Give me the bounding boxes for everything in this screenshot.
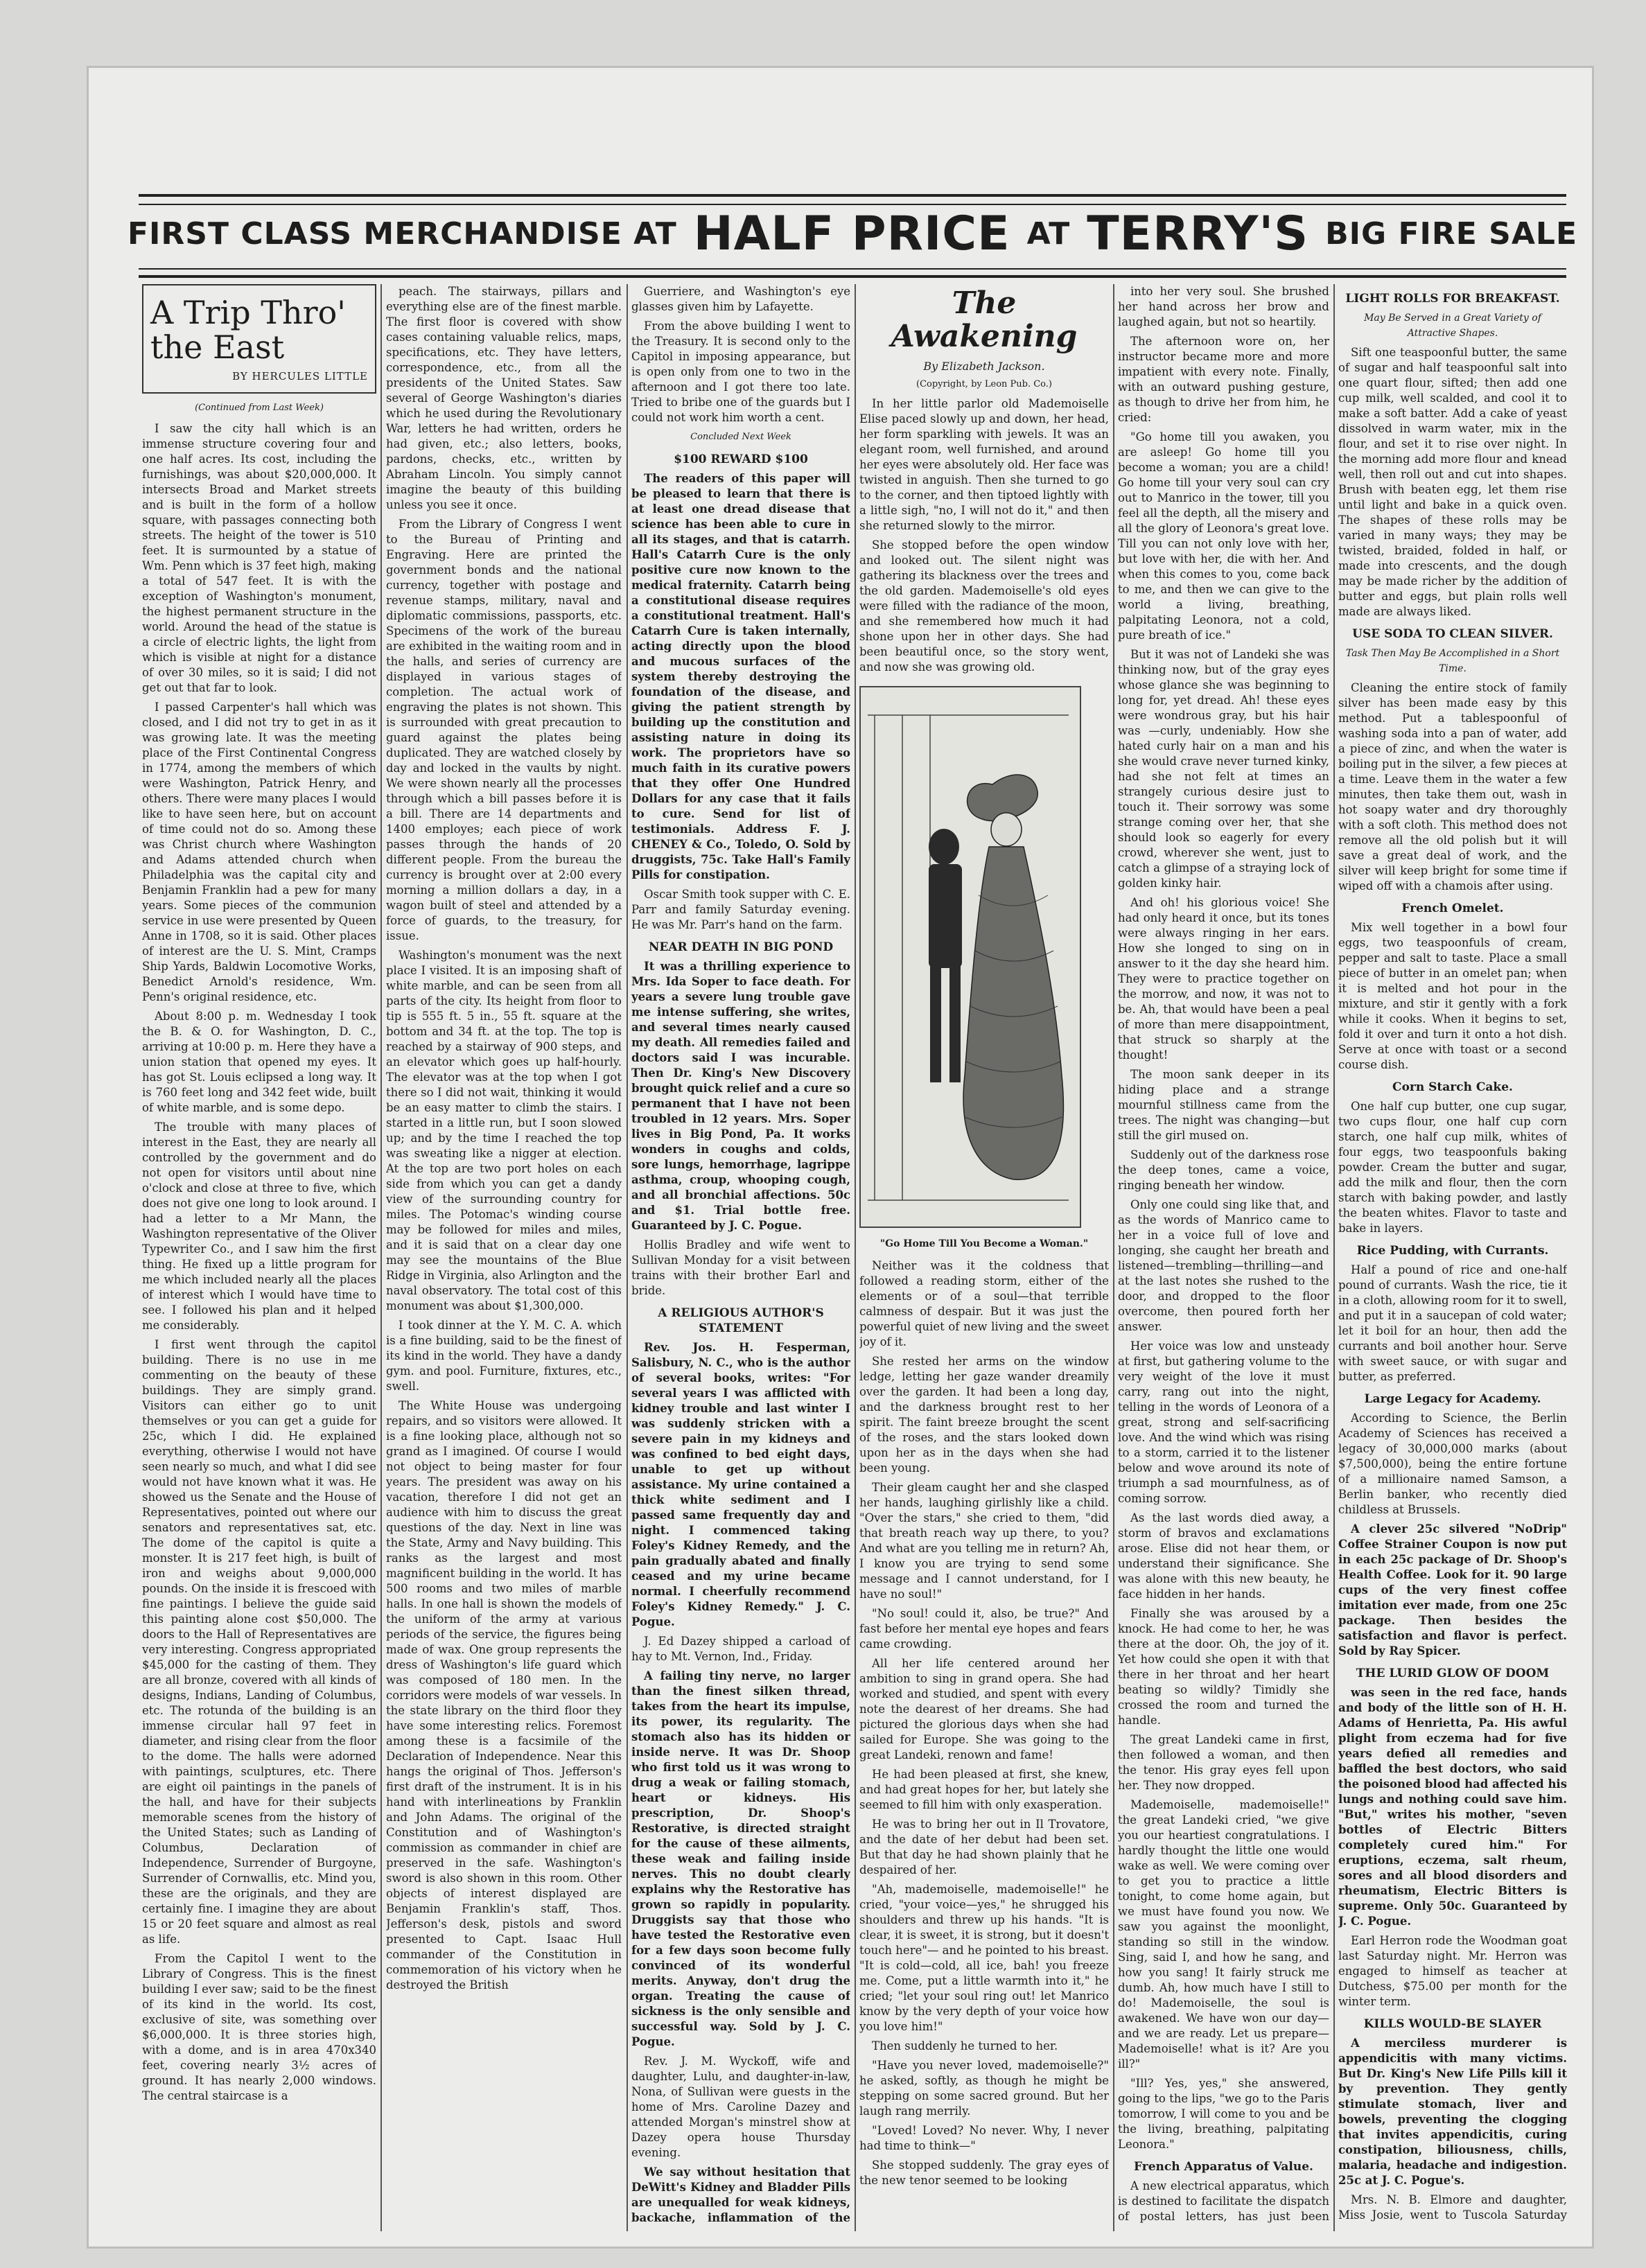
lurid-heading: THE LURID GLOW OF DOOM (1356, 1667, 1550, 1680)
trip-paragraph: I first went through the capitol building. There is no use in me commenting on the beauty of these buildings. They are simply grand. Visitors can either go to unit themselves or you can get a guide for 25c, which I did. He explained everything, otherwise I would not have seen nearly so much, and what I did see would not have known what it was. He showed us the Senate and the House of Representatives, pointed out where our senators and representatives sat, etc. The dome of the capitol is quite a monster. It is 217 feet high, is built of iron and weighs about 9,000,000 pounds. On the inside it is frescoed with fine paintings. I believe the guide said this painting alone cost $50,000. The doors to the Hall of Representatives are very interesting. Congress appropriated $45,000 for the casting of them. They are all bronze, covered with all kinds of designs, Indians, Landing of Columbus, etc. The rotunda of the building is an immense circular hall 97 feet in diameter, and rising clear from the floor to the dome. The halls were adorned with paintings, sculptures, etc. There are eight oil paintings in the panels of the hall, and have for their subjects memorable scenes from the history of the United States; such as Landing of Columbus, Declaration of Independence, Surrender of Burgoyne, Surrender of Cornwallis, etc. Mind you, these are the originals, and they are certainly fine. I imagine they are about 15 or 20 feet square and almost as real as life. (142, 1338, 376, 1946)
trip-paragraph: Guerriere, and Washington's eye glasses given him by Lafayette. (631, 285, 850, 313)
story-paragraph: Then suddenly he turned to her. (872, 2039, 1058, 2052)
trip-title: A Trip Thro' the East (150, 294, 346, 366)
story-paragraph: "Ill? Yes, yes," she answered, going to the lips, "we go to the Paris tomorrow, I will come to you and be the living, breathing, palpitating Leonora." (1118, 2077, 1329, 2151)
silver-subheading: Task Then May Be Accomplished in a Short Time. (1345, 648, 1560, 674)
near-death-heading: NEAR DEATH IN BIG POND (648, 940, 834, 954)
banner-rule-bottom (139, 268, 1566, 278)
story-illustration (859, 686, 1081, 1228)
column-2 (386, 284, 622, 2228)
story-paragraph: Neither was it the coldness that followed a reading storm, either of the elements or of a soul—that terrible calmness of despair. But it was just the powerful quiet of new living and the sweet joy of it. (859, 1259, 1109, 1348)
local-note: Mrs. N. B. Elmore and daughter, Miss Josie, went to Tuscola Saturday (1338, 2193, 1567, 2222)
story-paragraph: Only one could sing like that, and as the words of Manrico came to her in a voice full of love and longing, she caught her breath and listened—trembling—thrilling—and at the last notes she rushed to the door, and dropped to the floor overcome, then poured forth her answer. (1118, 1198, 1329, 1333)
banner-half-price: HALF PRICE (693, 206, 1010, 261)
trip-concluded: Concluded Next Week (690, 432, 791, 442)
story-paragraph: He was to bring her out in Il Trovatore, and the date of her debut had been set. But that day he had shown plainly that he despaired of her. (859, 1818, 1109, 1876)
banner-first-class: FIRST CLASS MERCHANDISE AT (127, 216, 677, 252)
story-paragraph: In her little parlor old Mademoiselle Elise paced slowly up and down, her head, her form sparkling with jewels. It was an elegant room, well furnished, and around her eyes were absolutely old. Her face was twisted in anguish. Then she turned to go to the corner, and then tiptoed lightly with a little sigh, "no, I will not do it," and then she returned slowly to the mirror. (859, 397, 1109, 532)
awakening-copyright: (Copyright, by Leon Pub. Co.) (916, 379, 1052, 389)
column-3 (631, 284, 850, 2228)
trip-paragraph: From the Capitol I went to the Library of Congress. This is the finest building I ever saw; said to be the finest of its kind in the world. Its cost, exclusive of site, was something over $6,000,000. It is three stories high, with a dome, and is in area 470x340 feet, covering nearly 3½ acres of ground. It has nearly 2,000 windows. The central staircase is a (142, 1952, 376, 2102)
awakening-byline: By Elizabeth Jackson. (923, 360, 1045, 373)
failing-nerve-text: A failing tiny nerve, no larger than the finest silken thread, takes from the heart its impulse, its power, its regularity. The stomach also has its hidden or inside nerve. It was Dr. Shoop who first told us it was wrong to drug a weak or failing stomach, heart or kidneys. His prescription, Dr. Shoop's Restorative, is directed straight for the cause of these ailments, these weak and failing inside nerves. This no doubt clearly explains why the Restorative has grown so rapidly in popularity. Druggists say that those who have tested the Restorative even for a few days soon become fully convinced of its wonderful merits. Anyway, don't drug the organ. Treating the cause of sickness is the only sensible and successful way. Sold by J. C. Pogue. (631, 1669, 850, 2048)
kills-text: A merciless murderer is appendicitis with many victims. But Dr. King's New Life Pills kill it by prevention. They gently stimulate stomach, liver and bowels, preventing the clogging that invites appendicitis, curing constipation, biliousness, chills, malaria, headache and indigestion. 25c at J. C. Pogue's. (1338, 2037, 1567, 2187)
trip-paragraph: I saw the city hall which is an immense structure covering four and one half acres. Its cost, including the furnishings, was about $20,000,000. It intersects Broad and Market streets and is built in the form of a hollow square, with passages connecting both streets. The height of the tower is 510 feet. It is surmounted by a statue of Wm. Penn which is 37 feet high, making a total of 547 feet. It is with the exception of Washington's monument, the highest permanent structure in the world. Around the head of the statue is a circle of electric lights, the light from which is visible at night for a distance of over 30 miles, so it is said; I did not get out that far to look. (142, 422, 376, 694)
silver-text: Cleaning the entire stock of family silver has been made easy by this method. Put a tablespoonful of washing soda into a pan of water, add a piece of zinc, and when the water is boiling put in the silver, a few pieces at a time. Leave them in the water a few minutes, then take them out, wash in hot soapy water and dry thoroughly with a soft cloth. This method does not remove all the old polish but it will save a great deal of work, and the silver will keep bright for some time if wiped off with a chamois after using. (1338, 681, 1567, 893)
column-6 (1338, 284, 1567, 2228)
story-paragraph: The moon sank deeper in its hiding place and a strange mournful stillness came from the trees. The night was changing—but still the girl mused on. (1118, 1068, 1329, 1142)
trip-continued: (Continued from Last Week) (195, 403, 324, 413)
omelet-heading: French Omelet. (1401, 902, 1504, 915)
story-paragraph: She stopped suddenly. The gray eyes of the new tenor seemed to be looking (859, 2159, 1109, 2187)
trip-paragraph: From the Library of Congress I went to the Bureau of Printing and Engraving. Here are printed the government bonds and the national currency, together with postage and revenue stamps, military, naval and diplomatic commissions, passports, etc. Specimens of the work of the bureau are exhibited in the waiting room and in the halls, and series of currency are displayed in various stages of completion. The actual work of engraving the plates is not shown. This is surrounded with great precaution to guard against the plates being duplicated. They are watched closely by day and locked in the vaults by night. We were shown nearly all the processes through which a bill passes before it is a bill. There are 14 departments and 1400 employes; each piece of work passes through the hands of 20 different people. From the bureau the currency is brought over at 2:00 every morning a million dollars a day, in a wagon built of steel and attended by a force of guards, to the treasury, for issue. (386, 518, 622, 942)
story-paragraph: As the last words died away, a storm of bravos and exclamations arose. Elise did not hear them, or understand their significance. She was alone with this new beauty, he face hidden in her hands. (1118, 1511, 1329, 1601)
rice-text: Half a pound of rice and one-half pound of currants. Wash the rice, tie it in a cloth, allowing room for it to swell, and put it in a saucepan of cold water; let it boil for an hour, then add the currants and boil another hour. Serve with sweet sauce, or with sugar and butter, as preferred. (1338, 1263, 1567, 1383)
story-paragraph: And oh! his glorious voice! She had only heard it once, but its tones were always ringing in her ears. How she longed to sing on in answer to it the day she heard him. They were to practice together on the morrow, and now, it was not to be. Ah, that would have been a peal of more than mere disappointment, that struck so sharply at the thought! (1118, 896, 1329, 1062)
corn-heading: Corn Starch Cake. (1392, 1080, 1513, 1094)
story-paragraph: "No soul! could it, also, be true?" And fast before her mental eye hopes and fears came crowding. (859, 1607, 1109, 1651)
story-paragraph: into her very soul. She brushed her hand across her brow and laughed again, but not so heartily. (1118, 285, 1329, 328)
silver-heading: USE SODA TO CLEAN SILVER. (1352, 627, 1553, 641)
story-paragraph: "Have you never loved, mademoiselle?" he asked, softly, as though he might be stepping on some sacred ground. But her laugh rang merrily. (859, 2059, 1109, 2118)
column-rule (380, 284, 382, 2231)
trip-paragraph: About 8:00 p. m. Wednesday I took the B. & O. for Washington, D. C., arriving at 10:00 p. m. Here they have a union station that opened my eyes. It has got St. Louis eclipsed a long way. It is 760 feet long and 342 feet wide, built of white marble, and is some depo. (142, 1010, 376, 1114)
corn-text: One half cup butter, one cup sugar, two cups flour, one half cup corn starch, one half cup milk, whites of four eggs, two teaspoonfuls baking powder. Cream the butter and sugar, add the milk and flour, then the corn starch with baking powder, and lastly the beaten whites. Flavor to taste and bake in layers. (1338, 1100, 1567, 1235)
banner-terrys: TERRY'S (1087, 206, 1309, 261)
story-paragraph: The afternoon wore on, her instructor became more and more impatient with every note. Finally, with an outward pushing gesture, as though to drive her from him, he cried: (1118, 335, 1329, 424)
trip-paragraph: From the above building I went to the Treasury. It is second only to the Capitol in imposing appearance, but is open only from one to two in the afternoon and I got there too late. Tried to bribe one of the guards but I could not work him worth a cent. (631, 319, 850, 424)
nodrip-text: A clever 25c silvered "NoDrip" Coffee Strainer Coupon is now put in each 25c package of Dr. Shoop's Health Coffee. Look for it. 90 large cups of the very finest coffee imitation ever made, from one 25c package. Then besides the satisfaction and flavor is perfect. Sold by Ray Spicer. (1338, 1522, 1567, 1658)
banner-at: AT (1026, 216, 1071, 252)
trip-paragraph: The White House was undergoing repairs, and so visitors were allowed. It is a fine looking place, although not so grand as I imagined. Of course I would not object to being master for four years. The president was away on his vacation, therefore I did not get an audience with him to discuss the great questions of the day. Next in line was the State, Army and Navy building. This ranks as the largest and most magnificent building in the world. It has 500 rooms and two miles of marble halls. In one hall is shown the models of the uniform of the army at various periods of the service, the figures being made of wax. One group represents the dress of Washington's life guard which was composed of 180 men. In the corridors were models of war vessels. In the state library on the third floor they have some interesting relics. Foremost among these is a facsimile of the Declaration of Independence. Near this hangs the original of Thos. Jefferson's first draft of the instrument. It is in his hand with interlineations by Franklin and John Adams. The original of the Constitution and of Washington's commission as commander in chief are preserved in the safe. Washington's sword is also shown in this room. Other objects of interest displayed are Benjamin Franklin's staff, Thos. Jefferson's desk, pistols and sword presented to Capt. Isaac Hull commander of the Constitution in commemoration of his victory when he destroyed the British (386, 1399, 622, 1992)
story-paragraph: "Go home till you awaken, you are asleep! Go home till you become a woman; you are a child! Go home till your very soul can cry out to Manrico in the tower, till you feel all the depth, all the misery and all the glory of Leonora's great love. Till you can not only love with her, but love with her, die with her. And when this comes to you, come back to me, and then we can give to the world a living, breathing, palpitating Leonora, not a cold, pure breath of ice." (1118, 430, 1329, 642)
column-5 (1118, 284, 1329, 2228)
rolls-text: Sift one teaspoonful butter, the same of sugar and half teaspoonful salt into one quart flour, sifted; then add one cup milk, well scalded, and cool it to make a soft batter. Add a cake of yeast dissolved in warm water, mix in the flour, and set it to rise over night. In the morning add more flour and knead well, then roll out and cut into shapes. Brush with beaten egg, let them rise until light and bake in a quick oven. The shapes of these rolls may be varied in many ways; they may be twisted, braided, folded in half, or made into crescents, and the dough may be made richer by the addition of butter and eggs, but plain rolls well made are always liked. (1338, 346, 1567, 618)
local-note: Oscar Smith took supper with C. E. Parr and family Saturday evening. He was Mr. Parr's hand on the farm. (631, 888, 850, 931)
illustration-caption: "Go Home Till You Become a Woman." (879, 1238, 1089, 1249)
legacy-text: According to Science, the Berlin Academy of Sciences has received a legacy of 30,000,000 marks (about $7,500,000), being the entire fortune of a millionaire named Samson, a Berlin banker, who recently died childless at Brussels. (1338, 1412, 1567, 1516)
awakening-title-the: The (952, 285, 1017, 321)
religious-text: Rev. Jos. H. Fesperman, Salisbury, N. C., who is the author of several books, writes: "For several years I was afflicted with kidney trouble and last winter I was suddenly stricken with a severe pain in my kidneys and was confined to bed eight days, unable to get up without assistance. My urine contained a thick white sediment and I passed same frequently day and night. I commenced taking Foley's Kidney Remedy, and the pain gradually abated and finally ceased and my urine became normal. I cheerfully recommend Foley's Kidney Remedy." J. C. Pogue. (631, 1341, 850, 1628)
rolls-subheading: May Be Served in a Great Variety of Attractive Shapes. (1364, 313, 1541, 339)
column-1 (142, 284, 376, 2228)
trip-byline: BY HERCULES LITTLE (232, 370, 368, 383)
story-paragraph: Their gleam caught her and she clasped her hands, laughing girlishly like a child. "Over the stars," she cried to them, "did that breath reach way up there, to you? And what are you telling me in return? Ah, I know you are trying to send some message and I cannot understand, for I have no soul!" (859, 1481, 1109, 1601)
apparatus-text: A new electrical apparatus, which is destined to facilitate the dispatch of postal letters, has just been (1118, 2179, 1329, 2223)
story-paragraph: "Ah, mademoiselle, mademoiselle!" he cried, "your voice—yes," he shrugged his shoulders and threw up his hands. "It is clear, it is sweet, it is strong, but it doesn't touch here"— and he pointed to his breast. "It is cold—cold, all ice, bah! you freeze me. Come, put a little warmth into it," he cried; "let your soul ring out! let Manrico know by the very depth of your voice how you love him!" (859, 1883, 1109, 2033)
trip-paragraph: I passed Carpenter's hall which was closed, and I did not try to get in as it was growing late. It was the meeting place of the First Continental Congress in 1774, among the members of which were Washington, Patrick Henry, and others. There were many places I would like to have seen here, but on account of time could not do so. Among these was Christ church where Washington and Adams attended church when Philadelphia was the capital city and Benjamin Franklin had a pew for many years. Some pieces of the communion service in use were presented by Queen Anne in 1708, so it is said. Other places of interest are the U. S. Mint, Cramps Ship Yards, Baldwin Locomotive Works, Benedict Arnold's residence, Wm. Penn's original residence, etc. (142, 701, 376, 1003)
story-paragraph: She stopped before the open window and looked out. The silent night was gathering its blackness over the trees and the old garden. Mademoiselle's old eyes were filled with the radiance of the moon, and she remembered how much it had shone upon her in other days. She had been beautiful once, so the story went, and now she was growing old. (859, 538, 1109, 674)
near-death-text: It was a thrilling experience to Mrs. Ida Soper to face death. For years a severe lung trouble gave me intense suffering, she writes, and several times nearly caused my death. All remedies failed and doctors said I was incurable. Then Dr. King's New Discovery brought quick relief and a cure so permanent that I have not been troubled in 12 years. Mrs. Soper lives in Big Pond, Pa. It works wonders in coughs and colds, sore lungs, hemorrhage, lagrippe asthma, croup, whooping cough, and all bronchial affections. 50c and $1. Trial bottle free. Guaranteed by J. C. Pogue. (631, 960, 850, 1232)
lurid-text: was seen in the red face, hands and body of the little son of H. H. Adams of Henrietta, Pa. His awful plight from eczema had for five years defied all remedies and baffled the best doctors, who said the poisoned blood had affected his lungs and nothing could save him. "But," writes his mother, "seven bottles of Electric Bitters completely cured him." For eruptions, eczema, salt rheum, sores and all blood disorders and rheumatism, Electric Bitters is supreme. Only 50c. Guaranteed by J. C. Pogue. (1338, 1686, 1567, 1928)
story-paragraph: Finally she was aroused by a knock. He had come to her, he was there at the door. Oh, the joy of it. Yet how could she open it with that there in her throat and her heart beating so wildly? Timidly she crossed the room and turned the handle. (1118, 1607, 1329, 1727)
trip-paragraph: peach. The stairways, pillars and everything else are of the finest marble. The first floor is covered with show cases containing valuable relics, maps, specifications, etc. They have letters, correspondence, etc., from all the presidents of the United States. Saw several of George Washington's diaries which he used during the Revolutionary War, letters he had written, orders he had given, etc.; also letters, books, pardons, checks, etc., written by Abraham Lincoln. You simply cannot imagine the beauty of this building unless you see it once. (386, 285, 622, 511)
sale-banner (127, 201, 1578, 267)
column-rule (627, 284, 628, 2231)
column-rule (1333, 284, 1335, 2231)
local-note: Earl Herron rode the Woodman goat last Saturday night. Mr. Herron was engaged to himself as teacher at Dutchess, $75.00 per month for the winter term. (1338, 1934, 1567, 2008)
kidney-pills-text: We say without hesitation that DeWitt's Kidney and Bladder Pills are unequalled for weak kidneys, backache, inflammation of the (631, 2165, 850, 2224)
trip-paragraph: Washington's monument was the next place I visited. It is an imposing shaft of white marble, and can be seen from all parts of the city. Its height from floor to tip is 555 ft. 5 in., 55 ft. square at the bottom and 34 ft. at the top. The top is reached by a stairway of 900 steps, and an elevator which goes up half-hourly. The elevator was at the top when I got there so I did not wait, thinking it would be an easy matter to climb the stairs. I started in a little run, but I soon slowed up; and by the time I reached the top was sweating like a nigger at election. At the top are two port holes on each side from which you can get a dandy view of the surrounding country for miles. The Potomac's winding course may be followed for miles and miles, and it is said that on a clear day one may see the mountains of the Blue Ridge in Virginia, also Arlington and the naval observatory. The total cost of this monument was about $1,300,000. (386, 949, 622, 1312)
story-paragraph: Her voice was low and unsteady at first, but gathering volume to the very weight of the love it must carry, rang out into the night, telling in the words of Leonora of a great, strong and self-sacrificing love. And the wind which was rising to a storm, carried it to the listener below and wove around its note of triumph a sad mournfulness, as of coming sorrow. (1118, 1339, 1329, 1505)
rolls-heading: LIGHT ROLLS FOR BREAKFAST. (1345, 292, 1560, 306)
column-4 (859, 284, 1109, 2228)
trip-headline-box (142, 284, 376, 394)
story-paragraph: The great Landeki came in first, then followed a woman, and then the tenor. His gray eyes fell upon her. They now dropped. (1118, 1733, 1329, 1792)
story-paragraph: "Loved! Loved? No never. Why, I never had time to think—" (859, 2124, 1109, 2152)
local-note: J. Ed Dazey shipped a carload of hay to Mt. Vernon, Ind., Friday. (631, 1635, 850, 1663)
awakening-title-main: Awakening (891, 319, 1078, 354)
trip-paragraph: The trouble with many places of interest in the East, they are nearly all controlled by the government and do not open for visitors until about nine o'clock and close at three to five, which does not give one long to look around. I had a letter to a Mr Mann, the Washington representative of the Oliver Typewriter Co., and I saw him the first thing. He fixed up a little program for me which included nearly all the places of interest which I would have time to see. I followed his plan and it helped me considerably. (142, 1120, 376, 1332)
trip-paragraph: I took dinner at the Y. M. C. A. which is a fine building, said to be the finest of its kind in the world. They have a dandy gym. and pool. Furniture, fixtures, etc., swell. (386, 1319, 622, 1393)
column-rule (855, 284, 856, 2231)
story-paragraph: All her life centered around her ambition to sing in grand opera. She had worked and studied, and spent with every note the dearest of her dreams. She had pictured the glorious days when she had sailed for Europe. She was going to the great Landeki, renown and fame! (859, 1657, 1109, 1761)
story-paragraph: She rested her arms on the window ledge, letting her gaze wander dreamily over the garden. It had been a long day, and the darkness brought rest to her spirit. The faint breeze brought the scent of the roses, and the stars looked down upon her as in the days when she had been young. (859, 1355, 1109, 1475)
reward-text: The readers of this paper will be pleased to learn that there is at least one dread disease that science has been able to cure in all its stages, and that is catarrh. Hall's Catarrh Cure is the only positive cure now known to the medical fraternity. Catarrh being a constitutional disease requires a constitutional treatment. Hall's Catarrh Cure is taken internally, acting directly upon the blood and mucous surfaces of the system thereby destroying the foundation of the disease, and giving the patient strength by building up the constitution and assisting nature in doing its work. The proprietors have so much faith in its curative powers that they offer One Hundred Dollars for any case that it fails to cure. Send for list of testimonials. Address F. J. CHENEY & Co., Toledo, O. Sold by druggists, 75c. Take Hall's Family Pills for constipation. (631, 472, 850, 881)
story-paragraph: He had been pleased at first, she knew, and had great hopes for her, but lately she seemed to fill him with only exasperation. (859, 1768, 1109, 1811)
apparatus-heading: French Apparatus of Value. (1134, 2160, 1313, 2174)
story-paragraph: But it was not of Landeki she was thinking now, but of the gray eyes whose glance she was beginning to long for, yet dread. Ah! these eyes were wondrous gray, but his hair was —curly, undeniably. How she hated curly hair on a man and his she would crave never turned kinky, had she not felt at times an strangely curious desire just to touch it. Their sorrowy was some strange coming over her, that she should look so eagerly for every crowd, wherever she went, just to catch a glimpse of a straying lock of golden kinky hair. (1118, 648, 1329, 890)
column-rule (1113, 284, 1114, 2231)
story-paragraph: Suddenly out of the darkness rose the deep tones, came a voice, ringing beneath her window. (1118, 1148, 1329, 1192)
banner-big-fire-sale: BIG FIRE SALE (1325, 216, 1578, 252)
local-note: Rev. J. M. Wyckoff, wife and daughter, Lulu, and daughter-in-law, Nona, of Sullivan were guests in the home of Mrs. Caroline Dazey and attended Morgan's minstrel show at Dazey opera house Thursday evening. (631, 2055, 850, 2159)
religious-heading: A RELIGIOUS AUTHOR'S STATEMENT (658, 1306, 824, 1335)
reward-heading: $100 REWARD $100 (674, 452, 808, 466)
rice-heading: Rice Pudding, with Currants. (1356, 1244, 1549, 1258)
legacy-heading: Large Legacy for Academy. (1364, 1392, 1541, 1406)
kills-heading: KILLS WOULD-BE SLAYER (1363, 2017, 1542, 2031)
newspaper-page (87, 66, 1594, 2249)
local-note: Hollis Bradley and wife went to Sullivan Monday for a visit between trains with their brother Earl and bride. (631, 1238, 850, 1297)
story-paragraph: Mademoiselle, mademoiselle!" the great Landeki cried, "we give you our heartiest congratulations. I hardly thought the little one would wake as well. We were coming over to get you to practice a little tonight, to come home again, but we must have found you now. We saw you against the moonlight, standing so still in the window. Sing, said I, and how he sang, and how you sang! It fairly struck me dumb. Ah, how much have I still to do! Mademoiselle, the soul is awakened. We have won our day—and we are ready. Let us prepare—Mademoiselle! what is it? Are you ill?" (1118, 1798, 1329, 2071)
omelet-text: Mix well together in a bowl four eggs, two teaspoonfuls of cream, pepper and salt to taste. Place a small piece of butter in an omelet pan; when it is melted and hot pour in the mixture, and stir it gently with a fork while it cooks. When it begins to set, fold it over and turn it onto a hot dish. Serve at once with toast or a second course dish. (1338, 921, 1567, 1071)
awakening-title (859, 287, 1109, 353)
